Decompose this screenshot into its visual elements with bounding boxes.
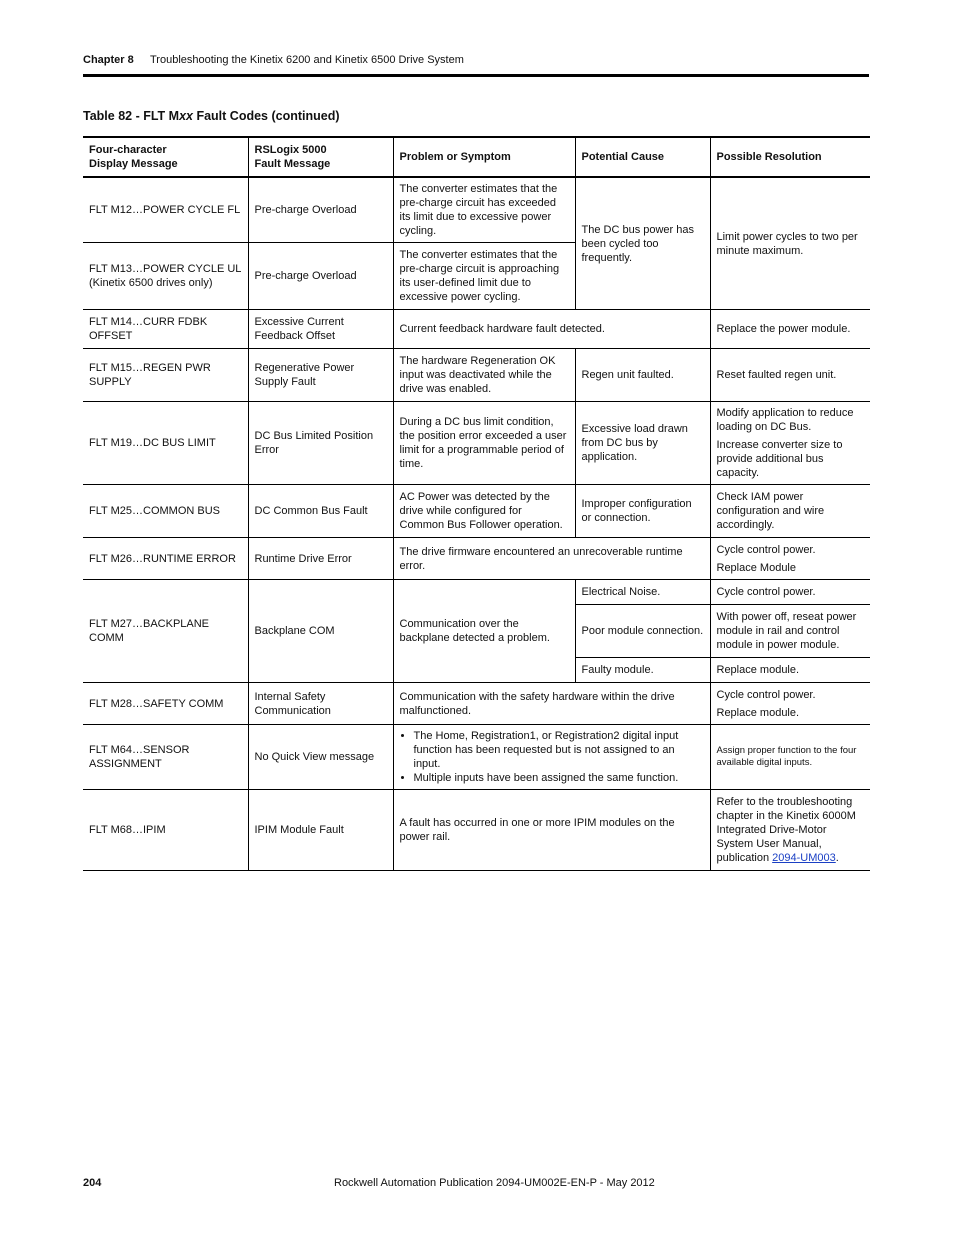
display-message: FLT M25…COMMON BUS — [83, 485, 248, 538]
chapter-title: Troubleshooting the Kinetix 6200 and Kinetix 6500 Drive System — [150, 54, 464, 66]
page-number: 204 — [83, 1177, 102, 1189]
problem — [393, 725, 710, 790]
fault-message: Pre-charge Overload — [248, 177, 393, 243]
problem: Communication over the backplane detected a problem. — [393, 580, 575, 683]
caption-suffix: Fault Codes (continued) — [192, 109, 340, 123]
display-message: FLT M12…POWER CYCLE FL — [83, 177, 248, 243]
table-caption — [83, 109, 340, 123]
fault-message: Pre-charge Overload — [248, 243, 393, 310]
potential-cause: The DC bus power has been cycled too frequently. — [575, 177, 710, 310]
problem: Communication with the safety hardware within the drive malfunctioned. — [393, 683, 710, 725]
header-display-message: Four-character Display Message — [83, 137, 248, 177]
possible-resolution: Check IAM power configuration and wire accordingly. — [710, 485, 870, 538]
fault-message: Internal Safety Communication — [248, 683, 393, 725]
display-message: FLT M28…SAFETY COMM — [83, 683, 248, 725]
fault-message: IPIM Module Fault — [248, 790, 393, 871]
table-row — [83, 725, 870, 790]
header-cause: Potential Cause — [575, 137, 710, 177]
header-problem: Problem or Symptom — [393, 137, 575, 177]
table-row — [83, 349, 870, 402]
possible-resolution: Modify application to reduce loading on DC Bus. Increase converter size to provide additional bus capacity. — [710, 402, 870, 485]
table-row — [83, 538, 870, 580]
publication-info: Rockwell Automation Publication 2094-UM002E-EN-P - May 2012 — [334, 1177, 655, 1189]
caption-prefix: Table 82 - FLT M — [83, 109, 180, 123]
table-row — [83, 580, 870, 605]
potential-cause: Faulty module. — [575, 658, 710, 683]
list-item: • Multiple inputs have been assigned the same function. — [414, 771, 704, 785]
display-message: FLT M15…REGEN PWR SUPPLY — [83, 349, 248, 402]
fault-message: No Quick View message — [248, 725, 393, 790]
potential-cause: Regen unit faulted. — [575, 349, 710, 402]
possible-resolution: Cycle control power. Replace Module — [710, 538, 870, 580]
possible-resolution: Limit power cycles to two per minute maximum. — [710, 177, 870, 310]
table-row — [83, 683, 870, 725]
fault-message: Excessive Current Feedback Offset — [248, 310, 393, 349]
display-message: FLT M68…IPIM — [83, 790, 248, 871]
fault-message: DC Common Bus Fault — [248, 485, 393, 538]
publication-link[interactable]: 2094-UM003 — [772, 852, 836, 864]
problem: Current feedback hardware fault detected. — [393, 310, 710, 349]
possible-resolution: Cycle control power. — [710, 580, 870, 605]
display-message: FLT M64…SENSOR ASSIGNMENT — [83, 725, 248, 790]
fault-message: DC Bus Limited Position Error — [248, 402, 393, 485]
caption-italic: xx — [179, 109, 193, 123]
fault-code-table — [83, 136, 870, 871]
header-resolution: Possible Resolution — [710, 137, 870, 177]
table-row — [83, 485, 870, 538]
potential-cause: Poor module connection. — [575, 605, 710, 658]
chapter-label: Chapter 8 — [83, 54, 134, 66]
possible-resolution: Assign proper function to the four available digital inputs. — [710, 725, 870, 790]
header-fault-message: RSLogix 5000 Fault Message — [248, 137, 393, 177]
list-item: • The Home, Registration1, or Registration2 digital input function has been requested but is not assigned to an input. — [414, 729, 704, 771]
problem: The drive firmware encountered an unrecoverable runtime error. — [393, 538, 710, 580]
table-row — [83, 790, 870, 871]
fault-message: Backplane COM — [248, 580, 393, 683]
possible-resolution: Cycle control power. Replace module. — [710, 683, 870, 725]
display-message: FLT M19…DC BUS LIMIT — [83, 402, 248, 485]
problem: The converter estimates that the pre-charge circuit is approaching its user-defined limit due to excessive power cycling. — [393, 243, 575, 310]
potential-cause: Improper configuration or connection. — [575, 485, 710, 538]
table-row — [83, 402, 870, 485]
possible-resolution: Reset faulted regen unit. — [710, 349, 870, 402]
possible-resolution: Replace the power module. — [710, 310, 870, 349]
display-message: FLT M13…POWER CYCLE UL (Kinetix 6500 drives only) — [83, 243, 248, 310]
table-row — [83, 310, 870, 349]
problem: The hardware Regeneration OK input was deactivated while the drive was enabled. — [393, 349, 575, 402]
problem: A fault has occurred in one or more IPIM modules on the power rail. — [393, 790, 710, 871]
table-header-row — [83, 137, 870, 177]
problem: The converter estimates that the pre-charge circuit has exceeded its limit due to excessive power cycling. — [393, 177, 575, 243]
possible-resolution: With power off, reseat power module in rail and control module in power module. — [710, 605, 870, 658]
potential-cause: Excessive load drawn from DC bus by application. — [575, 402, 710, 485]
display-message: FLT M27…BACKPLANE COMM — [83, 580, 248, 683]
problem: During a DC bus limit condition, the position error exceeded a user limit for a programmable period of time. — [393, 402, 575, 485]
display-message: FLT M26…RUNTIME ERROR — [83, 538, 248, 580]
page-header — [83, 53, 869, 77]
potential-cause: Electrical Noise. — [575, 580, 710, 605]
display-message: FLT M14…CURR FDBK OFFSET — [83, 310, 248, 349]
fault-message: Runtime Drive Error — [248, 538, 393, 580]
fault-message: Regenerative Power Supply Fault — [248, 349, 393, 402]
problem: AC Power was detected by the drive while configured for Common Bus Follower operation. — [393, 485, 575, 538]
possible-resolution: Replace module. — [710, 658, 870, 683]
possible-resolution: Refer to the troubleshooting chapter in the Kinetix 6000M Integrated Drive-Motor System User Manual, publication 2094-UM003. — [710, 790, 870, 871]
table-row — [83, 177, 870, 243]
